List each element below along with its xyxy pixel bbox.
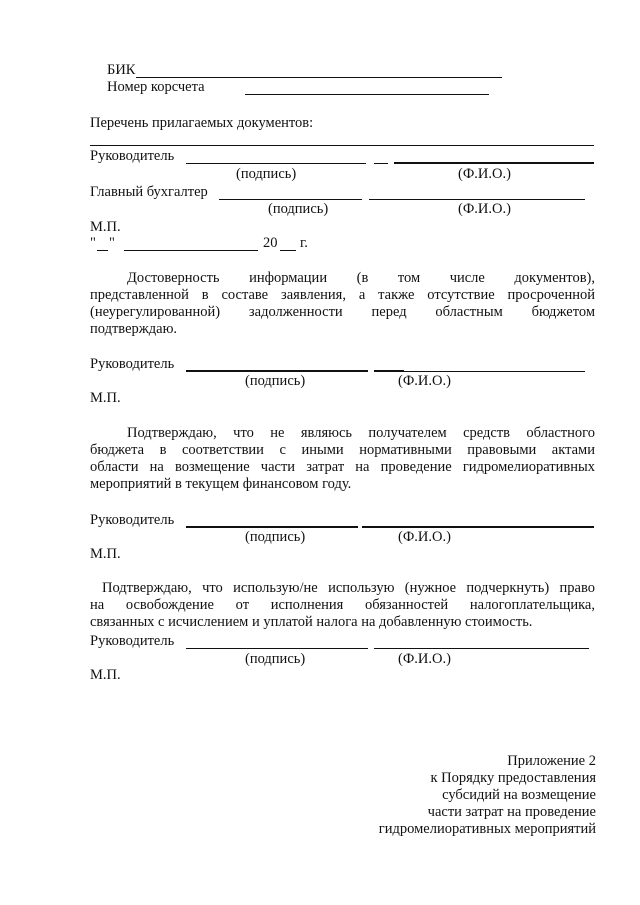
manager-gap-line-2 (374, 370, 404, 372)
appendix-line: части затрат на проведение (427, 804, 596, 820)
name-caption-2: (Ф.И.О.) (458, 201, 511, 217)
stamp-label-2: М.П. (90, 390, 121, 406)
name-caption-3: (Ф.И.О.) (398, 373, 451, 389)
manager-name-line-3 (362, 526, 594, 528)
manager-gap-line-1 (374, 163, 388, 164)
paragraph-line: мероприятий в текущем финансовом году. (90, 476, 352, 492)
stamp-label-1: М.П. (90, 219, 121, 235)
paragraph-line: бюджета в соответствии с иными нормативными правовыми актами (90, 442, 595, 458)
manager-signature-line-4 (186, 648, 368, 649)
signature-caption-1: (подпись) (236, 166, 297, 182)
chief-accountant-label: Главный бухгалтер (90, 184, 208, 200)
paragraph-reliability (90, 270, 595, 338)
paragraph-not-recipient (90, 425, 595, 493)
date-year-line (280, 250, 296, 251)
paragraph-line: на освобождение от исполнения обязанностей налогоплательщика, (90, 597, 595, 613)
date-open-quote: " (90, 235, 96, 251)
date-year-suffix: г. (300, 235, 308, 251)
appendix-line: гидромелиоративных мероприятий (378, 821, 596, 837)
name-caption-5: (Ф.И.О.) (398, 651, 451, 667)
manager-name-line-4 (374, 648, 589, 649)
paragraph-line: связанных с исчислением и уплатой налога на добавленную стоимость. (90, 614, 533, 630)
corr-account-blank-line (245, 94, 489, 95)
manager-label-4: Руководитель (90, 633, 175, 649)
paragraph-line: (неурегулированной) задолженности перед областным бюджетом (90, 304, 595, 320)
signature-caption-4: (подпись) (245, 529, 306, 545)
documents-list-blank-line (90, 145, 594, 146)
paragraph-line: Достоверность информации (в том числе документов), (127, 270, 595, 286)
manager-signature-line-1 (186, 163, 366, 164)
signature-caption-2: (подпись) (268, 201, 329, 217)
manager-label-2: Руководитель (90, 356, 175, 372)
accountant-signature-line (219, 199, 362, 200)
bik-blank-line (136, 77, 502, 78)
appendix-line: к Порядку предоставления (430, 770, 596, 786)
paragraph-line: Подтверждаю, что использую/не использую (нужное подчеркнуть) право (102, 580, 595, 596)
manager-name-line-1 (394, 162, 594, 164)
date-close-quote: " (109, 235, 115, 251)
accountant-name-line (369, 199, 585, 200)
bik-label: БИК (107, 62, 136, 78)
paragraph-line: представленной в составе заявления, а также отсутствие просроченной (90, 287, 595, 303)
manager-signature-line-3 (186, 526, 358, 528)
corr-account-label: Номер корсчета (107, 79, 205, 95)
paragraph-line: подтверждаю. (90, 321, 178, 337)
paragraph-vat-exemption (90, 580, 595, 631)
stamp-label-3: М.П. (90, 546, 121, 562)
signature-caption-5: (подпись) (245, 651, 306, 667)
manager-label-3: Руководитель (90, 512, 175, 528)
name-caption-4: (Ф.И.О.) (398, 529, 451, 545)
name-caption-1: (Ф.И.О.) (458, 166, 511, 182)
manager-label-1: Руководитель (90, 148, 175, 164)
paragraph-line: области на возмещение части затрат на проведение гидромелиоративных (90, 459, 595, 475)
manager-name-line-2 (404, 371, 585, 372)
date-month-line (124, 250, 258, 251)
appendix-line: субсидий на возмещение (442, 787, 596, 803)
appendix-heading (300, 753, 596, 838)
date-year-prefix: 20 (263, 235, 278, 251)
appendix-line: Приложение 2 (507, 753, 596, 769)
paragraph-line: Подтверждаю, что не являюсь получателем средств областного (127, 425, 595, 441)
signature-caption-3: (подпись) (245, 373, 306, 389)
stamp-label-4: М.П. (90, 667, 121, 683)
date-day-line (97, 250, 108, 251)
manager-signature-line-2 (186, 370, 368, 372)
documents-list-label: Перечень прилагаемых документов: (90, 115, 314, 131)
